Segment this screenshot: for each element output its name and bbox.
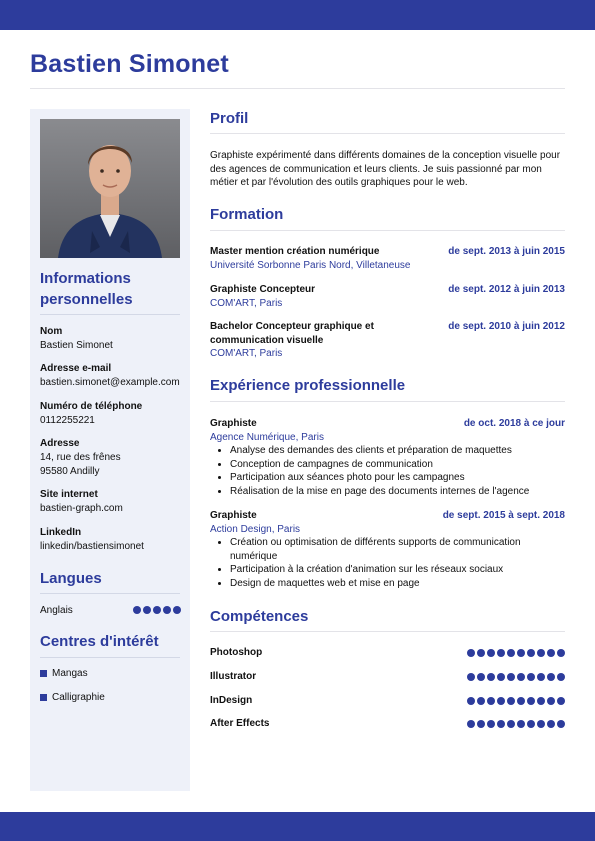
entry-date: de sept. 2012 à juin 2013 xyxy=(448,284,565,295)
task-item: • Conception de campagnes de communication xyxy=(230,458,540,472)
level-dot xyxy=(517,649,525,657)
interest-label: Mangas xyxy=(52,668,88,679)
experience-section-divider xyxy=(210,401,565,402)
task-list xyxy=(210,444,565,498)
education-section-title: Formation xyxy=(210,206,284,223)
level-dot xyxy=(477,649,485,657)
experience-entry xyxy=(210,509,565,590)
info-label-address: Adresse xyxy=(40,438,80,449)
level-dot xyxy=(507,649,515,657)
entry-date: de sept. 2013 à juin 2015 xyxy=(448,246,565,257)
level-dot xyxy=(547,720,555,728)
level-dot xyxy=(547,673,555,681)
task-item: • Participation aux séances photo pour les campagnes xyxy=(230,471,540,485)
entry-title: Graphiste Concepteur xyxy=(210,284,316,295)
task-list xyxy=(210,536,565,590)
level-dot xyxy=(537,673,545,681)
level-dot xyxy=(487,673,495,681)
level-dot xyxy=(173,606,181,614)
level-dot xyxy=(517,673,525,681)
level-dot xyxy=(133,606,141,614)
level-dot xyxy=(143,606,151,614)
info-value-phone: 0112255221 xyxy=(40,415,95,426)
level-dot xyxy=(467,697,475,705)
level-dot xyxy=(537,720,545,728)
task-item: • Design de maquettes web et mise en page xyxy=(230,577,540,591)
skill-level xyxy=(467,697,565,705)
profile-text: Graphiste expérimenté dans différents domaines de la conception visuelle pour des agences de communication et leurs clients. Je suis passionné par mon métier et par l'évolution des outils graphiques pour le web. xyxy=(210,150,561,188)
interest-item xyxy=(40,668,88,679)
level-dot xyxy=(497,673,505,681)
level-dot xyxy=(163,606,171,614)
education-entry xyxy=(210,245,565,272)
language-level xyxy=(133,606,181,614)
level-dot xyxy=(557,697,565,705)
sidebar xyxy=(30,109,190,791)
level-dot xyxy=(507,720,515,728)
language-name: Anglais xyxy=(40,605,73,616)
languages-section-divider xyxy=(40,593,180,594)
level-dot xyxy=(557,673,565,681)
level-dot xyxy=(467,673,475,681)
level-dot xyxy=(467,649,475,657)
info-value-name: Bastien Simonet xyxy=(40,340,113,351)
candidate-name: Bastien Simonet xyxy=(30,50,229,78)
footer-band xyxy=(0,812,595,841)
entry-organization: Action Design, Paris xyxy=(210,523,301,535)
level-dot xyxy=(547,697,555,705)
info-section-divider xyxy=(40,314,180,315)
skill-level xyxy=(467,673,565,681)
skill-row xyxy=(210,718,565,730)
entry-organization: Agence Numérique, Paris xyxy=(210,431,324,443)
experience-entry xyxy=(210,417,565,498)
interest-item xyxy=(40,692,105,703)
skill-name: InDesign xyxy=(210,695,253,706)
task-item: • Création ou optimisation de différents supports de communication numérique xyxy=(230,536,540,563)
info-value-website: bastien-graph.com xyxy=(40,503,123,514)
info-value-linkedin: linkedin/bastiensimonet xyxy=(40,541,144,552)
entry-organization: COM'ART, Paris xyxy=(210,297,283,309)
education-entry xyxy=(210,283,565,310)
skill-row xyxy=(210,671,565,683)
name-divider xyxy=(30,88,565,89)
level-dot xyxy=(537,697,545,705)
level-dot xyxy=(507,697,515,705)
task-item: • Participation à la création d'animation sur les réseaux sociaux xyxy=(230,563,540,577)
level-dot xyxy=(517,697,525,705)
header-band xyxy=(0,0,595,30)
level-dot xyxy=(537,649,545,657)
task-item: • Analyse des demandes des clients et préparation de maquettes xyxy=(230,444,540,458)
info-section-title: Informations personnelles xyxy=(40,270,133,308)
level-dot xyxy=(153,606,161,614)
skill-name: Illustrator xyxy=(210,671,257,682)
entry-title: Graphiste xyxy=(210,510,257,521)
skill-level xyxy=(467,720,565,728)
level-dot xyxy=(497,720,505,728)
level-dot xyxy=(477,673,485,681)
level-dot xyxy=(527,697,535,705)
interests-section-title: Centres d'intérêt xyxy=(40,633,159,650)
level-dot xyxy=(507,673,515,681)
level-dot xyxy=(527,673,535,681)
entry-title: Graphiste xyxy=(210,418,257,429)
task-item: • Réalisation de la mise en page des documents internes de l'agence xyxy=(230,485,540,499)
info-value-address: 14, rue des frênes 95580 Andilly xyxy=(40,452,121,477)
interest-label: Calligraphie xyxy=(52,692,105,703)
skills-section-title: Compétences xyxy=(210,608,309,625)
level-dot xyxy=(477,720,485,728)
level-dot xyxy=(467,720,475,728)
profile-section-title: Profil xyxy=(210,110,249,127)
info-label-website: Site internet xyxy=(40,489,98,500)
entry-title: Master mention création numérique xyxy=(210,246,380,257)
entry-date: de oct. 2018 à ce jour xyxy=(463,418,565,429)
education-section-divider xyxy=(210,230,565,231)
level-dot xyxy=(557,649,565,657)
entry-title: Bachelor Concepteur graphique et communication visuelle xyxy=(210,321,374,346)
level-dot xyxy=(527,720,535,728)
skill-row xyxy=(210,647,565,659)
square-bullet-icon xyxy=(40,694,47,701)
square-bullet-icon xyxy=(40,670,47,677)
interests-section-divider xyxy=(40,657,180,658)
languages-section-title: Langues xyxy=(40,570,102,587)
info-value-email: bastien.simonet@example.com xyxy=(40,377,180,388)
entry-organization: COM'ART, Paris xyxy=(210,348,283,359)
info-label-linkedin: LinkedIn xyxy=(40,527,82,538)
experience-section-title: Expérience professionnelle xyxy=(210,377,406,394)
level-dot xyxy=(547,649,555,657)
skill-name: After Effects xyxy=(210,718,270,729)
skill-name: Photoshop xyxy=(210,647,263,658)
skill-row xyxy=(210,695,565,707)
level-dot xyxy=(517,720,525,728)
level-dot xyxy=(487,697,495,705)
level-dot xyxy=(557,720,565,728)
level-dot xyxy=(487,649,495,657)
entry-organization: Université Sorbonne Paris Nord, Villetaneuse xyxy=(210,259,411,271)
entry-date: de sept. 2010 à juin 2012 xyxy=(448,321,565,332)
entry-date: de sept. 2015 à sept. 2018 xyxy=(442,510,565,521)
profile-photo xyxy=(40,119,180,258)
info-label-email: Adresse e-mail xyxy=(40,363,112,374)
level-dot xyxy=(527,649,535,657)
skills-section-divider xyxy=(210,631,565,632)
level-dot xyxy=(477,697,485,705)
info-label-phone: Numéro de téléphone xyxy=(40,401,143,412)
level-dot xyxy=(497,649,505,657)
profile-section-divider xyxy=(210,133,565,134)
level-dot xyxy=(487,720,495,728)
level-dot xyxy=(497,697,505,705)
skill-level xyxy=(467,649,565,657)
education-entry xyxy=(210,320,565,361)
info-label-name: Nom xyxy=(40,326,63,337)
